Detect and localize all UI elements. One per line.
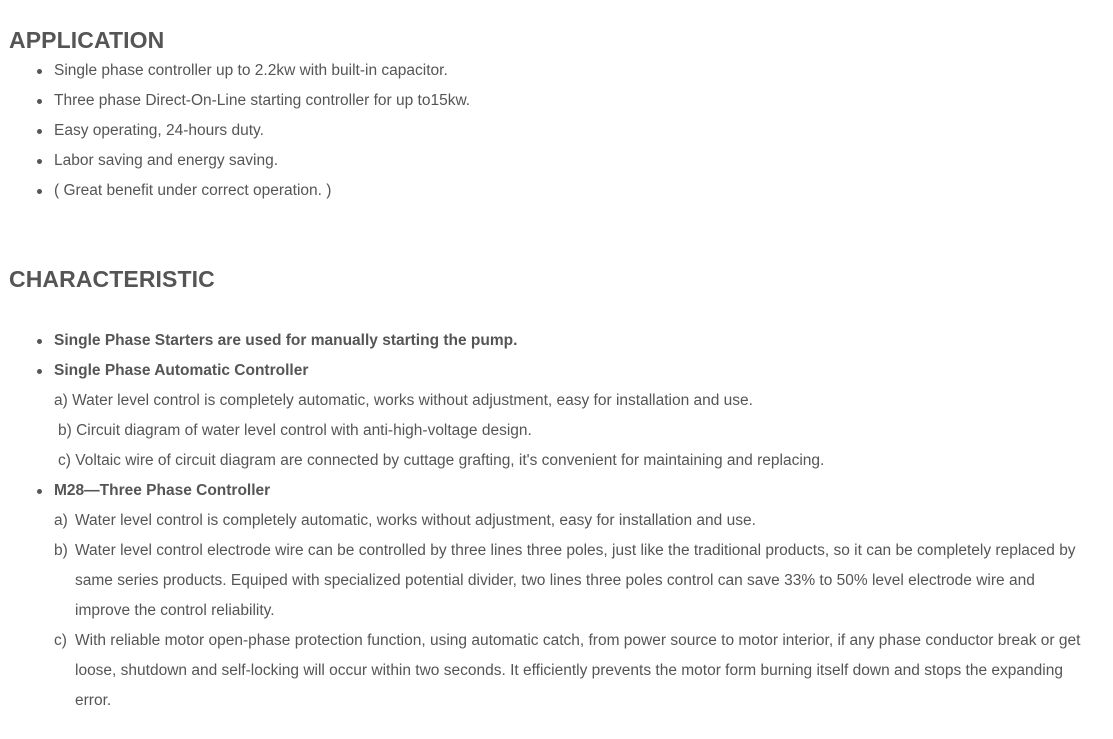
sub-item-b	[0, 536, 1085, 626]
characteristic-list	[0, 326, 1085, 716]
application-heading: APPLICATION	[9, 27, 165, 53]
list-item-m28-three-phase: M28—Three Phase Controller	[0, 476, 1085, 506]
sub-item-text: Water level control is completely automatic, works without adjustment, easy for installation and use.	[75, 512, 756, 529]
list-item: Single phase controller up to 2.2kw with built-in capacitor.	[0, 56, 470, 86]
characteristic-heading: CHARACTERISTIC	[9, 266, 215, 292]
sub-item-marker: b)	[54, 542, 68, 559]
sub-item-marker: c)	[54, 632, 67, 649]
sub-item-a: a) Water level control is completely automatic, works without adjustment, easy for installation and use.	[54, 392, 753, 409]
sub-item-text: With reliable motor open-phase protection function, using automatic catch, from power source to motor interior, if any phase conductor break or get loose, shutdown and self-locking will occur within two seconds. It efficiently prevents the motor form burning itself down and stops the expanding error.	[75, 632, 1081, 709]
list-item: Easy operating, 24-hours duty.	[0, 116, 470, 146]
list-item-single-phase-automatic: Single Phase Automatic Controller	[0, 356, 1085, 386]
list-item-single-phase-starters: Single Phase Starters are used for manually starting the pump.	[0, 326, 1085, 356]
list-item: Three phase Direct-On-Line starting controller for up to15kw.	[0, 86, 470, 116]
sub-item-c: c) Voltaic wire of circuit diagram are connected by cuttage grafting, it's convenient for maintaining and replacing.	[58, 452, 825, 469]
sub-item-b: b) Circuit diagram of water level control with anti-high-voltage design.	[58, 422, 532, 439]
sub-item-a	[0, 506, 1085, 536]
list-item: ( Great benefit under correct operation. )	[0, 176, 470, 206]
sub-item-c	[0, 626, 1085, 716]
list-item: Labor saving and energy saving.	[0, 146, 470, 176]
application-list	[0, 56, 470, 206]
sub-item-marker: a)	[54, 512, 68, 529]
sub-item-text: Water level control electrode wire can be controlled by three lines three poles, just like the traditional products, so it can be completely replaced by same series products. Equiped with specialized potential divider, two lines three poles control can save 33% to 50% level electrode wire and improve the control reliability.	[75, 542, 1076, 619]
